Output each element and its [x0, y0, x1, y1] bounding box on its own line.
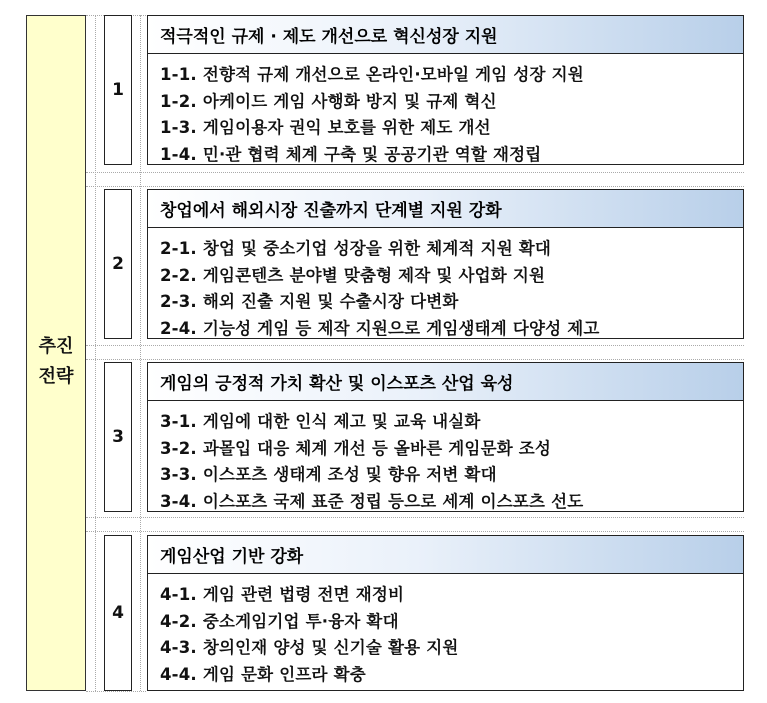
- strategy-item: 1-4. 민·관 협력 체계 구축 및 공공기관 역할 재정립: [160, 144, 542, 164]
- strategy-box-4: [147, 535, 744, 691]
- strategy-item: 2-3. 해외 진출 지원 및 수출시장 다변화: [160, 292, 459, 311]
- strategy-items-3: [148, 401, 743, 515]
- guide-line: [86, 517, 744, 518]
- strategy-title-2: 창업에서 해외시장 진출까지 단계별 지원 강화: [148, 190, 743, 228]
- strategy-number-2: 2: [104, 189, 132, 339]
- strategy-title-4: 게임산업 기반 강화: [148, 536, 743, 574]
- guide-line: [86, 691, 146, 692]
- strategy-label-box: [26, 15, 86, 691]
- strategy-item: 2-1. 창업 및 중소기업 성장을 위한 체계적 지원 확대: [160, 239, 552, 258]
- strategy-label-line-2: 전략: [38, 366, 74, 387]
- strategy-box-3: [147, 362, 744, 512]
- strategy-items-4: [148, 574, 743, 688]
- guide-line: [95, 15, 96, 691]
- strategy-item: 1-1. 전향적 규제 개선으로 온라인·모바일 게임 성장 지원: [160, 65, 584, 84]
- strategy-label: [27, 332, 85, 392]
- guide-line: [86, 359, 744, 360]
- guide-line: [140, 15, 141, 691]
- strategy-item: 3-3. 이스포츠 생태계 조성 및 향유 저변 확대: [160, 465, 497, 484]
- strategy-box-1: [147, 15, 744, 165]
- strategy-item: 3-1. 게임에 대한 인식 제고 및 교육 내실화: [160, 412, 481, 431]
- strategy-box-2: [147, 189, 744, 339]
- strategy-item: 4-3. 창의인재 양성 및 신기술 활용 지원: [160, 638, 459, 657]
- strategy-item: 1-2. 아케이드 게임 사행화 방지 및 규제 혁신: [160, 91, 497, 111]
- guide-line: [86, 531, 744, 532]
- strategy-item: 2-4. 기능성 게임 등 제작 지원으로 게임생태계 다양성 제고: [160, 318, 600, 338]
- strategy-title-3: 게임의 긍정적 가치 확산 및 이스포츠 산업 육성: [148, 363, 743, 401]
- guide-line: [86, 345, 744, 346]
- strategy-number-1: 1: [104, 15, 132, 165]
- guide-line: [86, 186, 744, 187]
- strategy-item: 4-2. 중소게임기업 투·융자 확대: [160, 611, 399, 631]
- strategy-item: 4-1. 게임 관련 법령 전면 재정비: [160, 585, 405, 604]
- strategy-number-3: 3: [104, 362, 132, 512]
- strategy-item: 1-3. 게임이용자 권익 보호를 위한 제도 개선: [160, 118, 491, 137]
- strategy-items-2: [148, 228, 743, 342]
- strategy-number-4: 4: [104, 535, 132, 691]
- strategy-item: 3-4. 이스포츠 국제 표준 정립 등으로 세계 이스포츠 선도: [160, 491, 584, 511]
- strategy-item: 3-2. 과몰입 대응 체계 개선 등 올바른 게임문화 조성: [160, 438, 552, 458]
- strategy-label-line-1: 추진: [38, 336, 74, 357]
- guide-line: [86, 172, 744, 173]
- strategy-item: 4-4. 게임 문화 인프라 확충: [160, 664, 366, 684]
- strategy-item: 2-2. 게임콘텐츠 분야별 맞춤형 제작 및 사업화 지원: [160, 265, 546, 285]
- strategy-items-1: [148, 54, 743, 168]
- strategy-title-1: 적극적인 규제 · 제도 개선으로 혁신성장 지원: [148, 16, 743, 54]
